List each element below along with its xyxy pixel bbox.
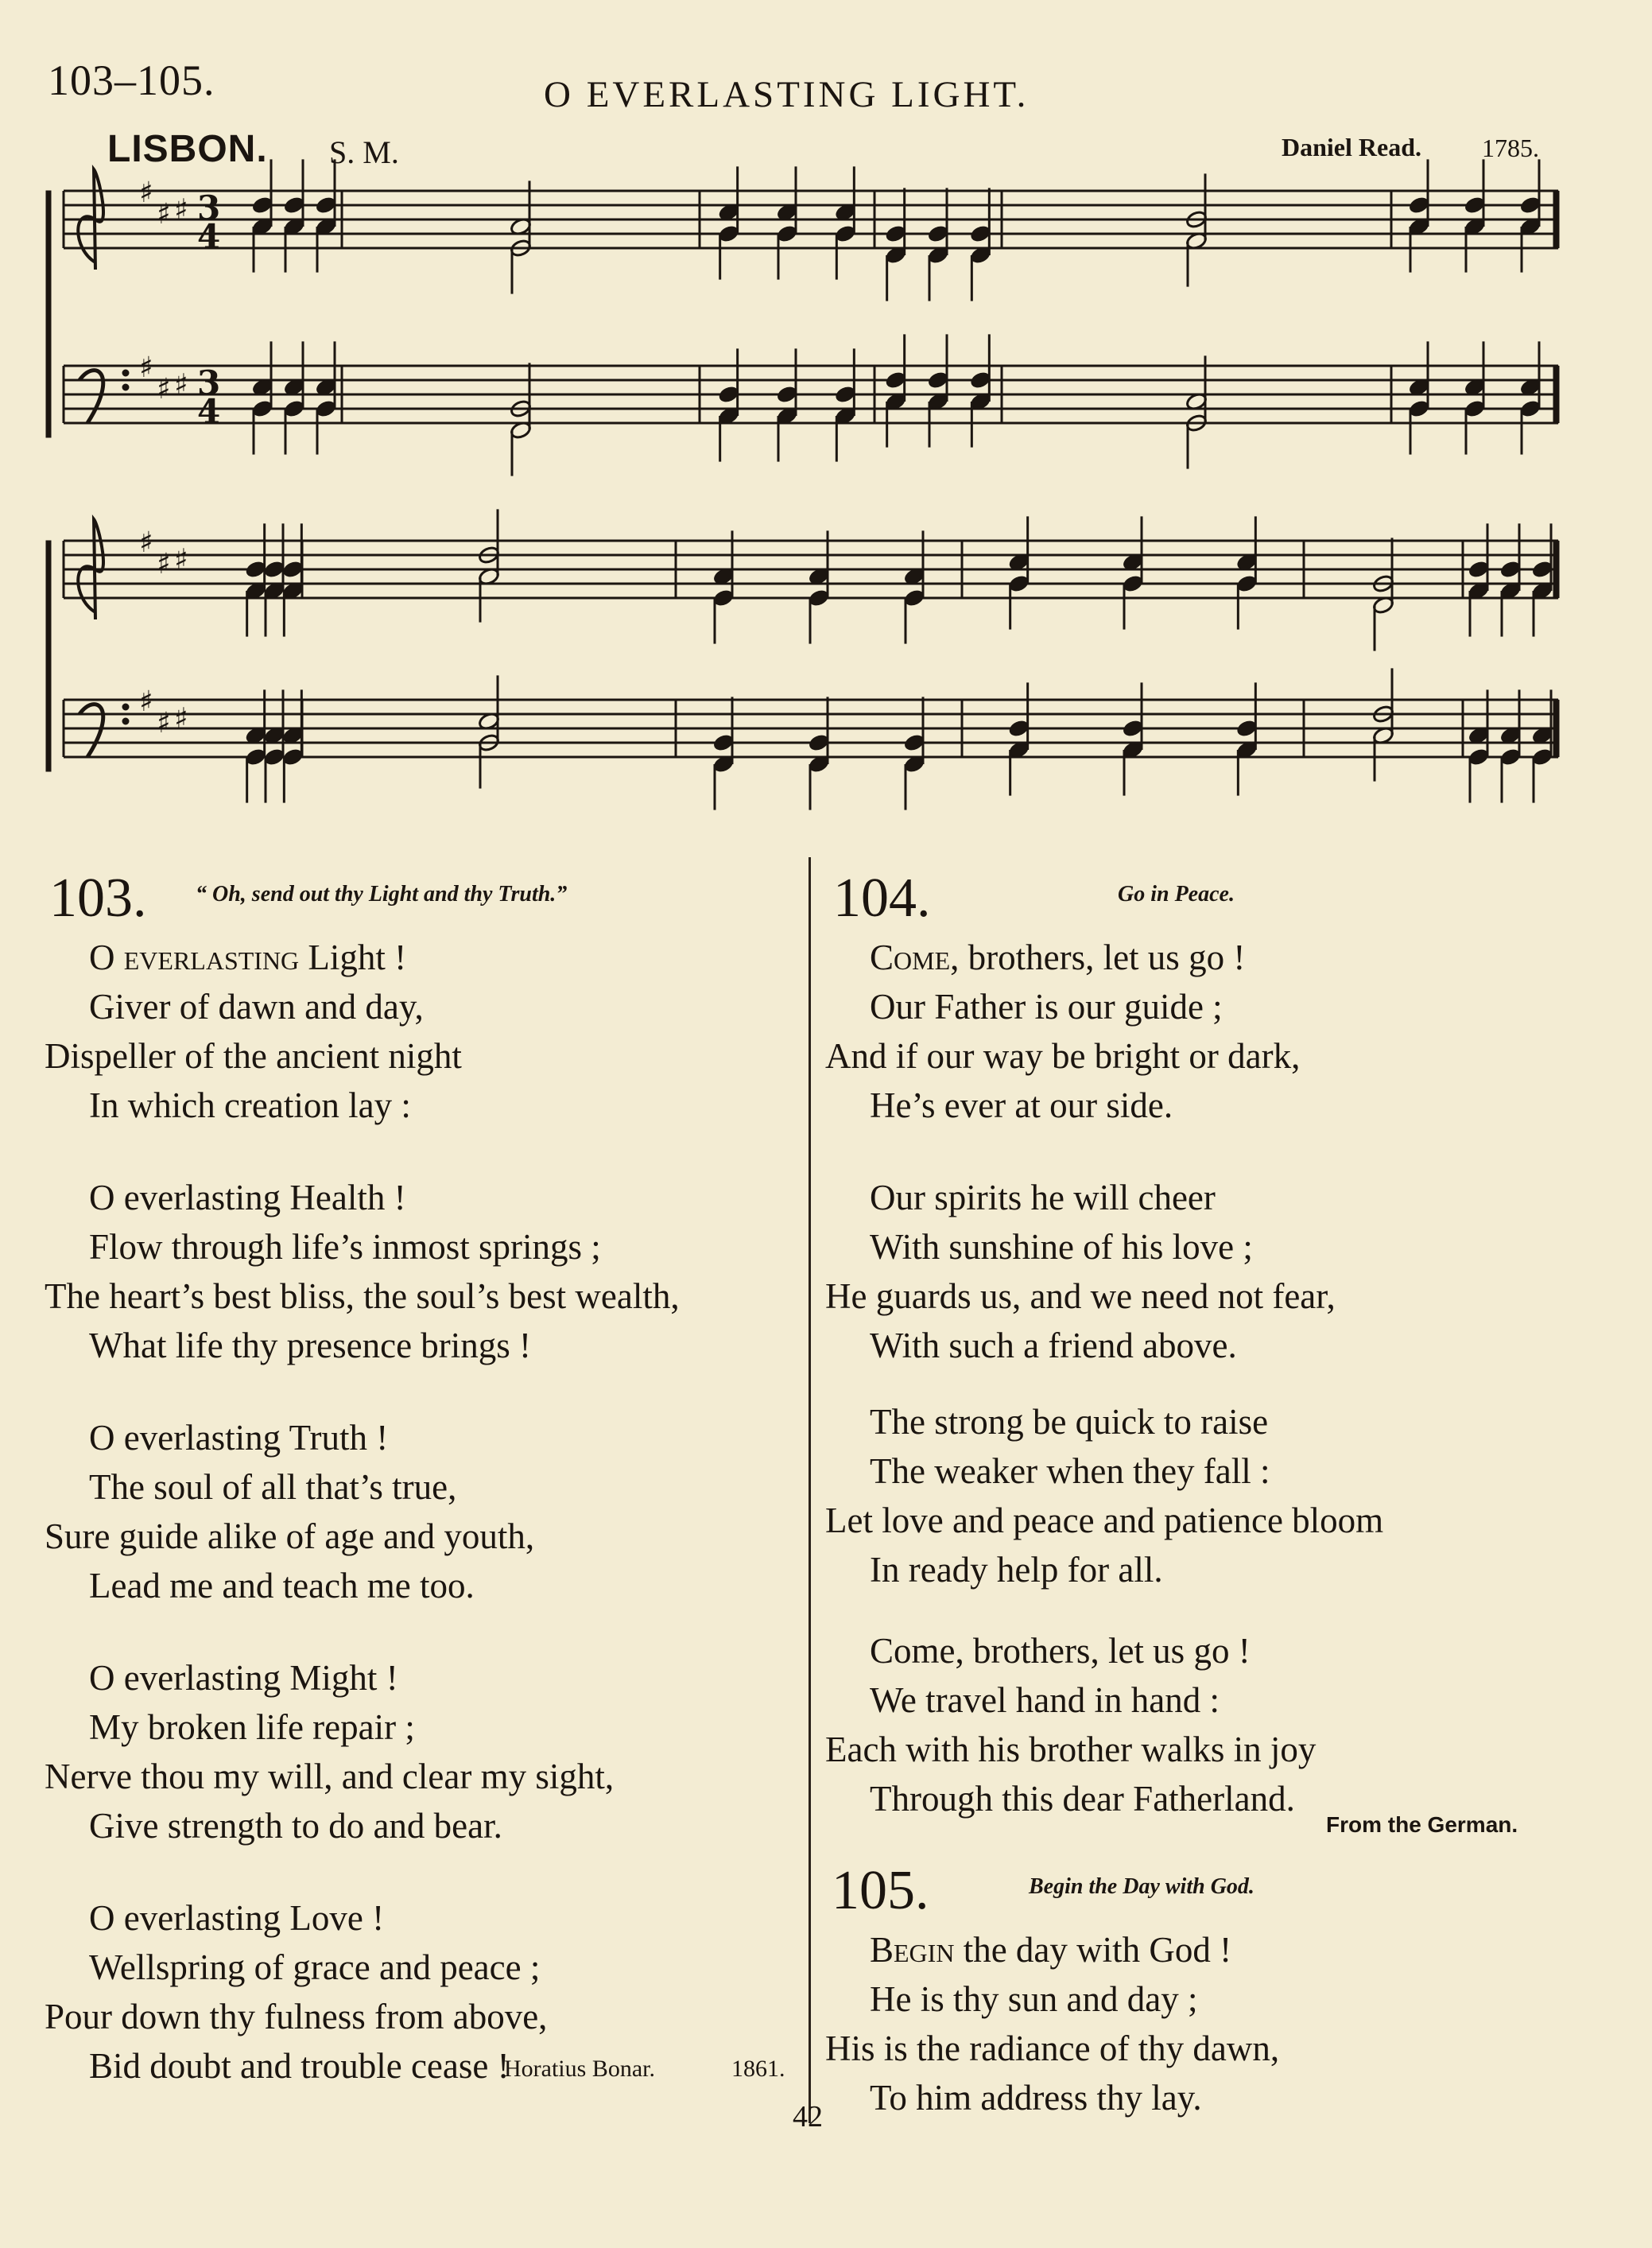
hymn-header — [45, 868, 808, 933]
bass-clef-icon — [79, 705, 103, 757]
composer-year: 1785. — [1482, 134, 1539, 162]
verse-line: The strong be quick to raise — [870, 1402, 1269, 1442]
hymn-author-year: 1861. — [731, 2056, 785, 2082]
verse-line: Sure guide alike of age and youth, — [45, 1516, 535, 1556]
verse-line: He is thy sun and day ; — [870, 1979, 1198, 2019]
sharp-icon: ♯ — [139, 351, 153, 384]
verse-line: Let love and peace and patience bloom — [825, 1501, 1384, 1540]
meter: S. M. — [329, 134, 399, 170]
verse-line: Nerve thou my will, and clear my sight, — [45, 1757, 615, 1796]
verse-line: Giver of dawn and day, — [89, 987, 424, 1027]
time-signature-bottom: 4 — [197, 217, 221, 256]
verse-line: He’s ever at our side. — [870, 1085, 1173, 1125]
stanza — [45, 933, 808, 1130]
stanza — [825, 1173, 1588, 1370]
sharp-icon: ♯ — [157, 198, 171, 231]
verse-line: Through this dear Fatherland. — [870, 1779, 1295, 1819]
sharp-icon: ♯ — [139, 526, 153, 559]
verse-line: Give strength to do and bear. — [89, 1806, 502, 1846]
system-bracket — [46, 191, 51, 437]
time-signature-bottom: 4 — [197, 392, 221, 431]
final-bar-line — [1553, 541, 1558, 598]
hymn-number: 105. — [832, 1860, 929, 1921]
hymn-subtitle: Go in Peace. — [1118, 882, 1235, 907]
stanza — [825, 1626, 1588, 1823]
stanza — [825, 1397, 1588, 1594]
stanza — [45, 1413, 808, 1610]
hymn-header — [825, 868, 1588, 933]
verse-line: Dispeller of the ancient night — [45, 1036, 462, 1076]
final-bar-line — [1553, 191, 1558, 248]
verse-line: We travel hand in hand : — [870, 1680, 1220, 1720]
verse-line: He guards us, and we need not fear, — [825, 1276, 1336, 1316]
sharp-icon: ♯ — [174, 543, 188, 577]
time-signature-top: 3 — [197, 363, 221, 402]
final-bar-line — [1553, 700, 1558, 757]
composer: Daniel Read. — [1282, 133, 1421, 161]
verse-line: The soul of all that’s true, — [89, 1467, 457, 1507]
hymn-number: 103. — [49, 868, 147, 929]
stanza — [825, 1925, 1588, 2122]
bass-clef-dot — [122, 384, 129, 390]
verse-line: Lead me and teach me too. — [89, 1566, 475, 1605]
system-bracket — [46, 541, 51, 771]
final-bar-line — [1553, 366, 1558, 423]
page-number: 42 — [793, 2100, 823, 2133]
time-signature-top: 3 — [197, 188, 221, 227]
verse-line: My broken life repair ; — [89, 1707, 415, 1747]
hymn-subtitle: “ Oh, send out thy Light and thy Truth.” — [196, 882, 568, 907]
verse-line: Begin the day with God ! — [870, 1930, 1232, 1970]
sharp-icon: ♯ — [139, 177, 153, 209]
hymn-103 — [45, 868, 808, 2091]
tune-name: LISBON. — [107, 128, 268, 170]
verse-line: Flow through life’s inmost springs ; — [89, 1227, 601, 1267]
verse-line: The heart’s best bliss, the soul’s best wealth, — [45, 1276, 680, 1316]
sharp-icon: ♯ — [157, 548, 171, 580]
stanza — [45, 1173, 808, 1370]
hymn-104 — [825, 868, 1588, 1823]
verse-line: And if our way be bright or dark, — [825, 1036, 1301, 1076]
stanza — [45, 1653, 808, 1850]
verse-line: O everlasting Love ! — [89, 1898, 385, 1938]
verse-line: To him address thy lay. — [870, 2078, 1202, 2118]
hymn-title: O EVERLASTING LIGHT. — [544, 74, 1030, 115]
hymn-author: Horatius Bonar. — [504, 2056, 655, 2082]
verse-line: Pour down thy fulness from above, — [45, 1997, 548, 2036]
sharp-icon: ♯ — [139, 685, 153, 718]
stanza — [825, 933, 1588, 1130]
sharp-icon: ♯ — [174, 193, 188, 227]
verse-line: Come, brothers, let us go ! — [870, 938, 1246, 977]
verse-line: In ready help for all. — [870, 1550, 1163, 1590]
bass-clef-dot — [122, 718, 129, 724]
sharp-icon: ♯ — [157, 373, 171, 406]
verse-line: Wellspring of grace and peace ; — [89, 1947, 541, 1987]
verse-line: With sunshine of his love ; — [870, 1227, 1253, 1267]
stanza — [45, 1893, 808, 2091]
sharp-icon: ♯ — [174, 702, 188, 736]
verse-line: The weaker when they fall : — [870, 1451, 1270, 1491]
hymn-subtitle: Begin the Day with God. — [1029, 1874, 1255, 1899]
bass-clef-dot — [122, 370, 129, 376]
hymn-header — [825, 1860, 1588, 1925]
bass-clef-dot — [122, 704, 129, 710]
verse-line: Our spirits he will cheer — [870, 1178, 1216, 1217]
musical-score — [0, 0, 1652, 811]
verse-line: O everlasting Truth ! — [89, 1418, 389, 1458]
bass-clef-icon — [79, 371, 103, 423]
verse-line: What life thy presence brings ! — [89, 1326, 532, 1365]
verse-line: With such a friend above. — [870, 1326, 1237, 1365]
verse-line: Come, brothers, let us go ! — [870, 1631, 1251, 1671]
column-divider — [809, 857, 811, 2123]
hymn-105 — [825, 1860, 1588, 2122]
verse-line: Bid doubt and trouble cease ! — [89, 2046, 510, 2086]
verse-line: O everlasting Health ! — [89, 1178, 406, 1217]
verse-line: O everlasting Light ! — [89, 938, 407, 977]
verse-line: Our Father is our guide ; — [870, 987, 1223, 1027]
verse-line: O everlasting Might ! — [89, 1658, 398, 1698]
sharp-icon: ♯ — [157, 707, 171, 740]
hymn-author: From the German. — [1326, 1812, 1518, 1837]
verse-line: Each with his brother walks in joy — [825, 1730, 1317, 1769]
verse-line: His is the radiance of thy dawn, — [825, 2029, 1280, 2068]
verse-line: In which creation lay : — [89, 1085, 411, 1125]
hymn-number: 104. — [833, 868, 931, 929]
sharp-icon: ♯ — [174, 368, 188, 402]
hymn-number-range: 103–105. — [48, 56, 215, 104]
